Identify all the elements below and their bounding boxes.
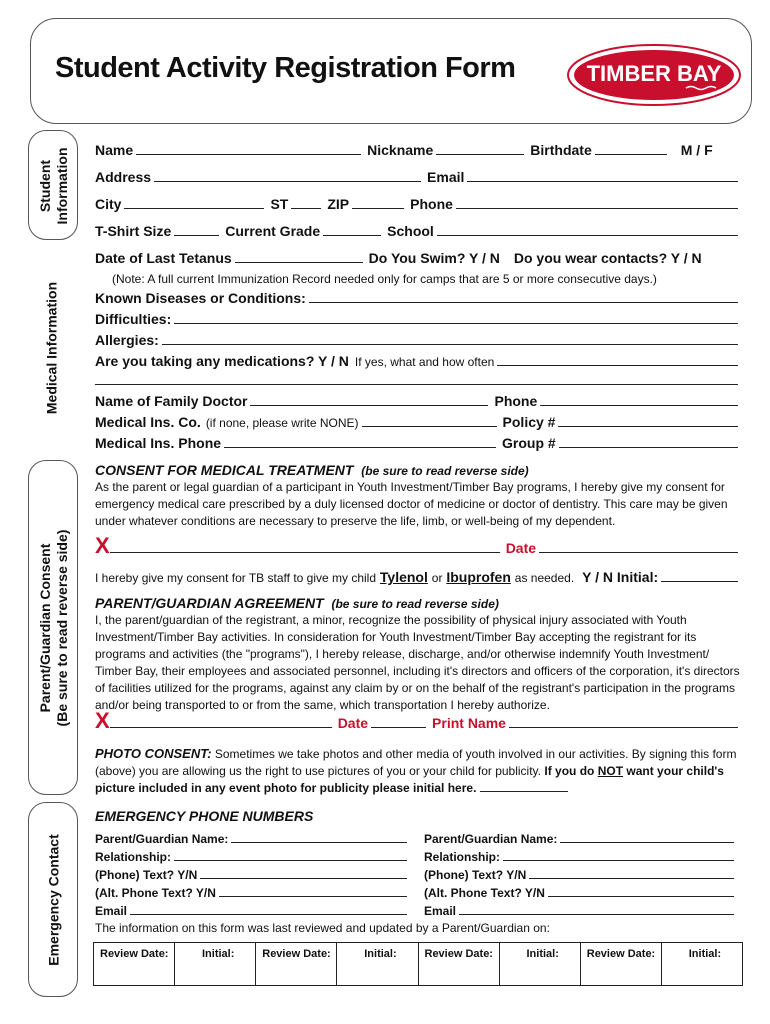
nickname-field[interactable] (436, 153, 524, 155)
medical-row-doctor (95, 389, 744, 409)
grade-label: Current Grade (225, 223, 321, 239)
phone-field[interactable] (456, 207, 738, 209)
treatment-date-label: Date (505, 540, 537, 556)
emergency-field-label: Relationship: (424, 850, 501, 864)
doctor-field[interactable] (250, 404, 488, 406)
emergency-field-input[interactable] (200, 877, 407, 879)
print-name-label: Print Name (432, 715, 506, 731)
city-field[interactable] (124, 207, 264, 209)
medical-row-1 (95, 246, 744, 266)
tshirt-field[interactable] (174, 234, 219, 236)
nickname-label: Nickname (367, 142, 434, 158)
diseases-field[interactable] (309, 301, 738, 303)
emergency-field-label: Relationship: (95, 850, 172, 864)
email-label: Email (427, 169, 465, 185)
city-label: City (95, 196, 122, 212)
emergency-field-label: (Phone) Text? Y/N (424, 868, 527, 882)
immunization-note: (Note: A full current Immunization Record needed only for camps that are 5 or more consecutive days.) (112, 272, 657, 286)
medications-label[interactable]: Are you taking any medications? Y / N (95, 353, 349, 369)
zip-label: ZIP (327, 196, 350, 212)
medical-row-ins-phone (95, 431, 744, 451)
email-field[interactable] (467, 180, 738, 182)
tylenol-or: or (431, 571, 443, 585)
review-initial-cell[interactable]: Initial: (500, 943, 581, 985)
emergency-field-row (424, 844, 740, 864)
medical-row-blank (95, 368, 744, 388)
doctor-phone-field[interactable] (540, 404, 738, 406)
signature-x-2: X (95, 708, 110, 733)
difficulties-field[interactable] (174, 322, 738, 324)
policy-field[interactable] (558, 425, 738, 427)
emergency-field-input[interactable] (548, 895, 734, 897)
student-row-2 (95, 165, 744, 185)
treatment-text: As the parent or legal guardian of a participant in Youth Investment/Timber Bay programs, I hereby give my consent for emergency medical care prescribed by a duly licensed doctor of medicine or doctor of dentistry. This care may be given under whatever conditions are necessary to preserve the life, limb, or well-being of my dependent. (95, 480, 728, 528)
tetanus-label: Date of Last Tetanus (95, 250, 232, 266)
medical-row-insurance (95, 410, 744, 430)
contacts-label[interactable]: Do you wear contacts? Y / N (513, 250, 702, 266)
medical-info-label: Medical Information (43, 281, 60, 415)
gender-label[interactable]: M / F (680, 142, 713, 158)
emergency-field-row (95, 880, 413, 900)
medical-row-diseases (95, 286, 744, 306)
medications-field[interactable] (497, 364, 738, 366)
ibuprofen-text: Ibuprofen (446, 569, 511, 585)
emergency-field-row (424, 862, 740, 882)
student-row-1 (95, 138, 744, 158)
print-name-field[interactable] (509, 726, 738, 728)
emergency-field-input[interactable] (560, 841, 734, 843)
photo-initial-field[interactable] (480, 791, 568, 792)
name-label: Name (95, 142, 134, 158)
tetanus-field[interactable] (235, 261, 363, 263)
review-initial-cell[interactable]: Initial: (337, 943, 418, 985)
medications-note: If yes, what and how often (354, 355, 495, 369)
st-field[interactable] (291, 207, 321, 209)
emergency-field-input[interactable] (174, 859, 407, 861)
emergency-field-row (424, 880, 740, 900)
emergency-field-label: Parent/Guardian Name: (95, 832, 229, 846)
st-label: ST (270, 196, 289, 212)
treatment-signature-field[interactable] (110, 551, 500, 553)
agreement-date-field[interactable] (371, 726, 426, 728)
emergency-field-row (95, 898, 413, 918)
emergency-label: Emergency Contact (45, 834, 62, 966)
tylenol-row (95, 565, 744, 585)
tylenol-text: Tylenol (379, 569, 428, 585)
ins-phone-label: Medical Ins. Phone (95, 435, 222, 451)
emergency-field-row (424, 826, 740, 846)
review-date-cell[interactable]: Review Date: (256, 943, 337, 985)
student-info-tab (28, 130, 78, 240)
student-row-3 (95, 192, 744, 212)
address-field[interactable] (154, 180, 421, 182)
emergency-field-label: (Alt. Phone Text? Y/N (95, 886, 216, 900)
tylenol-pre: I hereby give my consent for TB staff to give my child (95, 571, 377, 585)
review-date-cell[interactable]: Review Date: (419, 943, 500, 985)
emergency-field-label: Parent/Guardian Name: (424, 832, 558, 846)
review-table (93, 942, 743, 986)
student-row-4 (95, 219, 744, 239)
phone-label: Phone (410, 196, 453, 212)
birthdate-label: Birthdate (530, 142, 592, 158)
difficulties-label: Difficulties: (95, 311, 172, 327)
emergency-field-label: (Alt. Phone Text? Y/N (424, 886, 545, 900)
emergency-field-input[interactable] (503, 859, 734, 861)
agreement-title: PARENT/GUARDIAN AGREEMENT (be sure to read reverse side) (95, 595, 499, 611)
review-initial-cell[interactable]: Initial: (175, 943, 256, 985)
emergency-field-label: Email (424, 904, 457, 918)
medical-row-allergies (95, 328, 744, 348)
emergency-field-row (95, 826, 413, 846)
name-field[interactable] (136, 153, 361, 155)
emergency-tab (28, 802, 78, 997)
emergency-field-label: Email (95, 904, 128, 918)
ins-co-field[interactable] (362, 425, 497, 427)
birthdate-field[interactable] (595, 153, 667, 155)
medications-field-2[interactable] (95, 383, 738, 385)
ins-co-label: Medical Ins. Co. (95, 414, 201, 430)
review-date-cell[interactable]: Review Date: (94, 943, 175, 985)
agreement-text: I, the parent/guardian of the registrant, a minor, recognize the possibility of physical injury associated with Youth Investment/Timber Bay activities. In consideration for Youth Investment/Timber Bay accepting the registrant for its programs and activities (the "programs"), I hereby release, discharge, and/or otherwise indemnify Youth Investment/ Timber Bay, their employees and associated personnel, including it's directors and officers of the corporation, it's directors of facilities utilized for the programs, against any claim by or on the behalf of the registrant's participation in the programs and/or being transported to or from the same, which transportation I hereby authorize. (95, 613, 740, 712)
agreement-date-label: Date (337, 715, 369, 731)
treatment-title: CONSENT FOR MEDICAL TREATMENT (be sure to read reverse side) (95, 462, 529, 478)
grade-field[interactable] (323, 234, 381, 236)
allergies-label: Allergies: (95, 332, 159, 348)
treatment-date-field[interactable] (539, 551, 738, 553)
student-info-label: Student Information (37, 147, 70, 225)
school-label: School (387, 223, 434, 239)
emergency-field-input[interactable] (219, 895, 407, 897)
emergency-field-row (424, 898, 740, 918)
policy-label: Policy # (502, 414, 556, 430)
photo-consent: PHOTO CONSENT: Sometimes we take photos and other media of youth involved in our activities. By signing this form (above) you are allowing us the right to use pictures of you or your child for publicity. If you do NOT want your child's picture included in any event photo for publicity please initial here. (95, 746, 737, 795)
emergency-field-row (95, 862, 413, 882)
ins-phone-field[interactable] (224, 446, 496, 448)
emergency-field-input[interactable] (459, 913, 734, 915)
zip-field[interactable] (352, 207, 404, 209)
consent-tab (28, 460, 78, 795)
review-initial-cell[interactable]: Initial: (688, 948, 722, 960)
emergency-field-label: (Phone) Text? Y/N (95, 868, 198, 882)
doctor-label: Name of Family Doctor (95, 393, 248, 409)
emergency-title: EMERGENCY PHONE NUMBERS (95, 808, 314, 824)
consent-label: Parent/Guardian Consent (Be sure to read reverse side) (37, 529, 70, 727)
timber-bay-logo (566, 44, 742, 106)
ins-co-note: (if none, please write NONE) (205, 416, 359, 430)
treatment-signature-row (95, 533, 744, 558)
group-label: Group # (502, 435, 556, 451)
emergency-field-input[interactable] (231, 841, 407, 843)
address-label: Address (95, 169, 152, 185)
emergency-field-input[interactable] (529, 877, 734, 879)
tylenol-initial-label[interactable]: Y / N Initial: (582, 569, 659, 585)
medical-row-medications (95, 349, 744, 369)
tylenol-initial-field[interactable] (661, 580, 738, 582)
allergies-field[interactable] (162, 343, 738, 345)
logo-text: TIMBER BAY (586, 61, 722, 86)
doctor-phone-label: Phone (494, 393, 538, 409)
tshirt-label: T-Shirt Size (95, 223, 172, 239)
medical-row-difficulties (95, 307, 744, 327)
group-field[interactable] (559, 446, 738, 448)
tylenol-post: as needed. (514, 571, 575, 585)
emergency-field-input[interactable] (130, 913, 407, 915)
agreement-signature-row (95, 708, 744, 733)
swim-label[interactable]: Do You Swim? Y / N (368, 250, 500, 266)
emergency-field-row (95, 844, 413, 864)
page-title: Student Activity Registration Form (55, 52, 516, 84)
review-note: The information on this form was last reviewed and updated by a Parent/Guardian on: (95, 921, 550, 935)
agreement-signature-field[interactable] (110, 726, 332, 728)
diseases-label: Known Diseases or Conditions: (95, 290, 306, 306)
review-date-cell[interactable]: Review Date: (581, 943, 662, 985)
signature-x-1: X (95, 533, 110, 558)
school-field[interactable] (437, 234, 738, 236)
